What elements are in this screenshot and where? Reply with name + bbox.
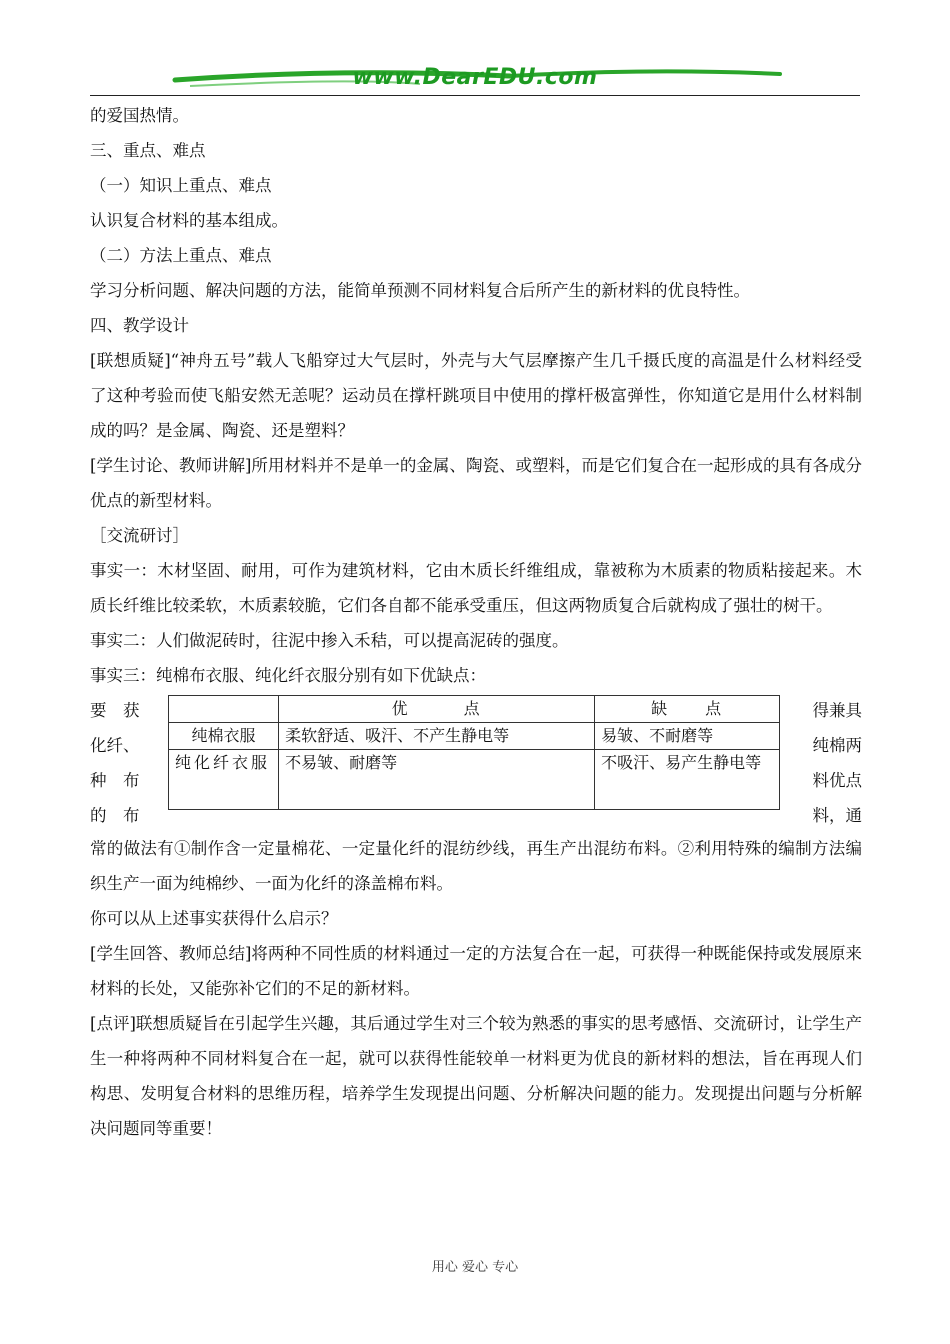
paragraph: 认识复合材料的基本组成。 [90,211,288,230]
wrapped-text-right [784,693,862,833]
table-cell: 不易皱、耐磨等 [279,750,595,810]
table-wrapper [90,693,862,831]
paragraph: [点评]联想质疑旨在引起学生兴趣，其后通过学生对三个较为熟悉的事实的思考感悟、交流研讨，让学生产生一种将两种不同材料复合在一起，就可以获得性能较单一材料更为优良的新材料的想法，旨在再现人们构思、发明复合材料的思维历程，培养学生发现提出问题、分析解决问题的能力。发现提出问题与分析解决问题同等重要！ [90,1014,862,1138]
paragraph: 的爱国热情。 [90,106,189,125]
subsection-heading: （二）方法上重点、难点 [90,246,272,265]
paragraph: 事实一：木材坚固、耐用，可作为建筑材料，它由木质长纤维组成，靠被称为木质素的物质粘接起来。木质长纤维比较柔软，木质素较脆，它们各自都不能承受重压，但这两物质复合后就构成了强壮的树干。 [90,561,862,615]
wrapped-line: 料优点 [812,771,862,790]
wrapped-line: 料，通 [812,806,862,825]
page-footer: 用心 爱心 专心 [431,1260,519,1275]
paragraph: [学生讨论、教师讲解]所用材料并不是单一的金属、陶瓷、或塑料，而是它们复合在一起形成的具有各成分优点的新型材料。 [90,456,862,510]
table-cell: 柔软舒适、吸汗、不产生静电等 [279,723,595,750]
wrapped-line: 得兼具 [812,701,862,720]
paragraph: 学习分析问题、解决问题的方法，能简单预测不同材料复合后所产生的新材料的优良特性。 [90,281,750,300]
document-body [90,98,862,1146]
paragraph: [联想质疑]“神舟五号”载人飞船穿过大气层时，外壳与大气层摩擦产生几千摄氏度的高温是什么材料经受了这种考验而使飞船安然无恙呢？运动员在撑杆跳项目中使用的撑杆极富弹性，你知道它是用什么材料制成的吗？是金属、陶瓷、还是塑料？ [90,351,862,440]
wrapped-line: 化纤、 [90,736,140,755]
table-row [169,750,780,810]
table-cell: 易皱、不耐磨等 [595,723,780,750]
section-heading: 四、教学设计 [90,316,189,335]
paragraph: [学生回答、教师总结]将两种不同性质的材料通过一定的方法复合在一起，可获得一种既能保持或发展原来材料的长处，又能弥补它们的不足的新材料。 [90,944,862,998]
paragraph: 常的做法有①制作含一定量棉花、一定量化纤的混纺纱线，再生产出混纺布料。②利用特殊的编制方法编织生产一面为纯棉纱、一面为化纤的涤盖棉布料。 [90,839,862,893]
paragraph: 事实二：人们做泥砖时，往泥中掺入禾秸，可以提高泥砖的强度。 [90,631,569,650]
table-header-row [169,696,780,723]
site-logo[interactable]: www.DearEDU.com [352,65,598,90]
wrapped-line: 要 获 [90,701,140,720]
paragraph: 你可以从上述事实获得什么启示？ [90,909,338,928]
section-heading: 三、重点、难点 [90,141,206,160]
wrapped-text-left [90,693,168,833]
table-header-cell: 优 点 [279,696,595,723]
wrapped-line: 种 布 [90,771,140,790]
table-cell: 不吸汗、易产生静电等 [595,750,780,810]
wrapped-line: 的 布 [90,806,140,825]
subsection-heading: （一）知识上重点、难点 [90,176,272,195]
paragraph: ［交流研讨］ [90,526,189,545]
pros-cons-table [168,695,780,810]
table-row [169,723,780,750]
wrapped-line: 纯棉两 [812,736,862,755]
table-header-cell [169,696,279,723]
table-cell: 纯化纤衣服 [169,750,279,810]
table-header-cell: 缺 点 [595,696,780,723]
page-header [90,58,860,98]
header-divider [90,95,860,96]
paragraph: 事实三：纯棉布衣服、纯化纤衣服分别有如下优缺点： [90,666,486,685]
table-cell: 纯棉衣服 [169,723,279,750]
